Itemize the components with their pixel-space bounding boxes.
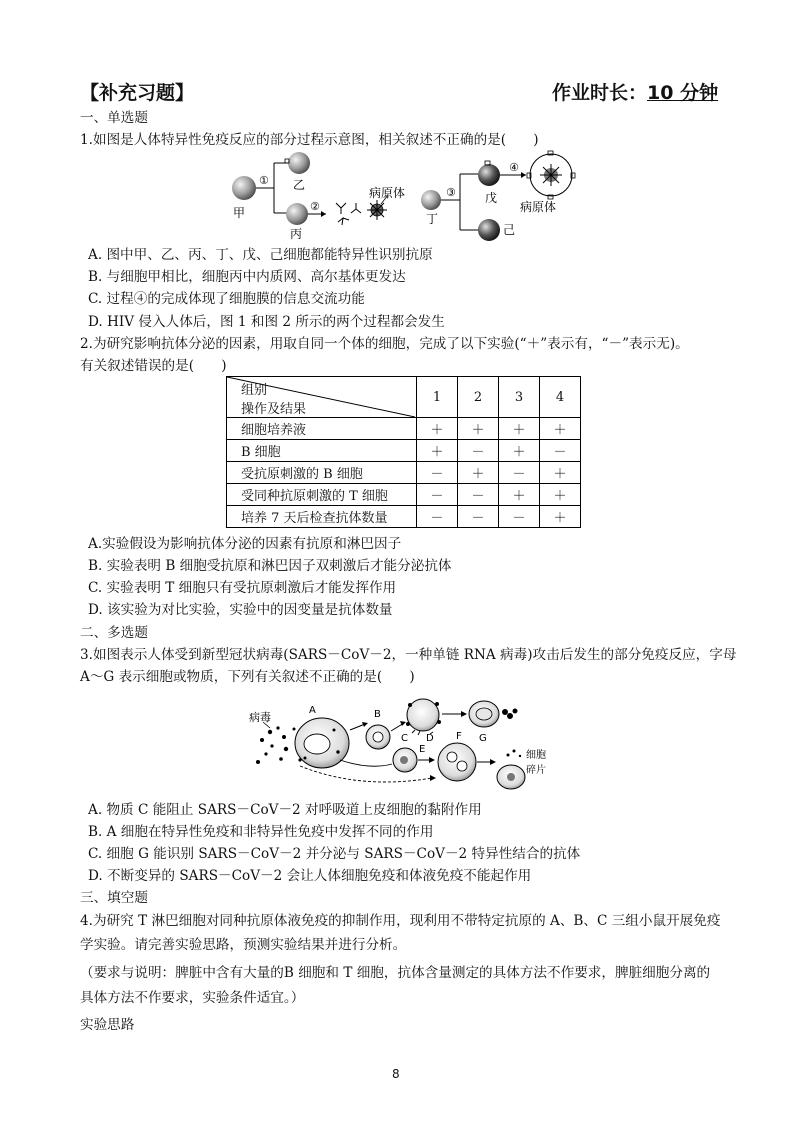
q1-option-c[interactable]: C. 过程④的完成体现了细胞膜的信息交流功能: [88, 291, 365, 307]
q3-option-c[interactable]: C. 细胞 G 能识别 SARS－CoV－2 并分泌与 SARS－CoV－2 特异性结合的抗体: [88, 846, 581, 862]
label-virus: 病毒: [249, 711, 271, 724]
label-debris-2: 碎片: [526, 765, 546, 776]
page-number: 8: [392, 1067, 400, 1081]
cell-f: [438, 743, 476, 781]
table-cell: ＋: [458, 462, 499, 484]
label-a: A: [309, 705, 316, 716]
q3-option-b[interactable]: B. A 细胞在特异性免疫和非特异性免疫中发挥不同的作用: [88, 824, 434, 840]
table-cell: －: [458, 506, 499, 528]
question-4-note-line-2: 具体方法不作要求，实验条件适宜。）: [80, 990, 305, 1006]
section-heading-multiple-choice: 二、多选题: [80, 625, 148, 641]
q1-option-a[interactable]: A. 图中甲、乙、丙、丁、戊、己细胞都能特异性识别抗原: [88, 247, 433, 263]
question-3-stem-line-1: 3.如图表示人体受到新型冠状病毒(SARS－CoV－2，一种单链 RNA 病毒)攻击后发生的部分免疫反应，字母: [80, 647, 737, 663]
table-cell: ＋: [499, 484, 540, 506]
experiment-plan-heading: 实验思路: [80, 1017, 135, 1033]
question-4-note-line-1: （要求与说明：脾脏中含有大量的B 细胞和 T 细胞，抗体含量测定的具体方法不作要求，脾脏细胞分离的: [80, 965, 711, 981]
q1-option-b[interactable]: B. 与细胞甲相比，细胞丙中内质网、高尔基体更发达: [88, 269, 406, 285]
question-2-stem-line-2: 有关叙述错误的是( ): [80, 358, 227, 374]
label-f: F: [456, 731, 462, 742]
row-label: 细胞培养液: [227, 418, 417, 440]
question-3-stem-line-2: A～G 表示细胞或物质，下列有关叙述不正确的是( ): [80, 669, 415, 685]
q2-option-c[interactable]: C. 实验表明 T 细胞只有受抗原刺激后才能发挥作用: [88, 580, 397, 596]
q2-option-a[interactable]: A.实验假设为影响抗体分泌的因素有抗原和淋巴因子: [88, 536, 402, 552]
label-pathogen-1: 病原体: [369, 186, 406, 200]
label-wu: 戊: [485, 191, 498, 205]
table-cell: －: [417, 462, 458, 484]
label-jia: 甲: [233, 206, 246, 220]
table-cell: －: [540, 440, 581, 462]
group-header: 4: [540, 377, 581, 418]
label-ji: 己: [503, 223, 516, 237]
group-header: 1: [417, 377, 458, 418]
table-cell: ＋: [499, 418, 540, 440]
group-header: 2: [458, 377, 499, 418]
q1-option-d[interactable]: D. HIV 侵入人体后，图 1 和图 2 所示的两个过程都会发生: [88, 314, 445, 330]
label-c: C: [401, 733, 408, 744]
label-yi: 乙: [293, 178, 306, 192]
table-cell: －: [499, 506, 540, 528]
step-3-label: ③: [446, 186, 456, 199]
row-label: B 细胞: [227, 440, 417, 462]
cell-c: [407, 699, 439, 731]
group-header: 3: [499, 377, 540, 418]
step-2-label: ②: [310, 200, 320, 213]
label-debris-1: 细胞: [526, 750, 546, 761]
row-label: 受同种抗原刺激的 T 细胞: [227, 484, 417, 506]
row-label: 受抗原刺激的 B 细胞: [227, 462, 417, 484]
section-heading-fill-in: 三、填空题: [80, 890, 148, 906]
table-cell: ＋: [540, 484, 581, 506]
q2-option-d[interactable]: D. 该实验为对比实验，实验中的因变量是抗体数量: [88, 602, 393, 618]
page-title: 【补充习题】: [80, 82, 195, 104]
table-cell: －: [458, 484, 499, 506]
label-e: E: [419, 744, 426, 755]
label-bing: 丙: [290, 227, 303, 241]
table-cell: ＋: [499, 440, 540, 462]
duration-value: 10 分钟: [647, 82, 719, 104]
table-cell: －: [417, 506, 458, 528]
corner-top-label: 组别: [241, 383, 268, 398]
table-cell: －: [499, 462, 540, 484]
question-1-stem: 1.如图是人体特异性免疫反应的部分过程示意图，相关叙述不正确的是( ): [80, 132, 539, 148]
label-b: B: [374, 709, 381, 720]
table-cell: ＋: [540, 506, 581, 528]
question-4-line-2: 学实验。请完善实验思路，预测实验结果并进行分析。: [80, 937, 407, 953]
table-cell: ＋: [540, 418, 581, 440]
label-ding: 丁: [426, 212, 439, 226]
row-label: 培养 7 天后检查抗体数量: [227, 506, 417, 528]
q2-option-b[interactable]: B. 实验表明 B 细胞受抗原和淋巴因子双刺激后才能分泌抗体: [88, 558, 452, 574]
table-cell: ＋: [458, 418, 499, 440]
table-cell: ＋: [540, 462, 581, 484]
table-cell: ＋: [417, 418, 458, 440]
label-g: G: [479, 733, 487, 744]
step-4-label: ④: [509, 161, 519, 174]
table-cell: ＋: [417, 440, 458, 462]
table-cell: －: [417, 484, 458, 506]
label-d: D: [426, 733, 434, 744]
q3-option-a[interactable]: A. 物质 C 能阻止 SARS－CoV－2 对呼吸道上皮细胞的黏附作用: [88, 802, 482, 818]
corner-bottom-label: 操作及结果: [241, 402, 307, 417]
duration-label: 作业时长：: [552, 82, 648, 104]
step-1-label: ①: [259, 174, 269, 187]
q3-option-d[interactable]: D. 不断变异的 SARS－CoV－2 会让人体细胞免疫和体液免疫不能起作用: [88, 868, 532, 884]
question-4-line-1: 4.为研究 T 淋巴细胞对同种抗原体液免疫的抑制作用，现利用不带特定抗原的 A、B、C 三组小鼠开展免疫: [80, 913, 721, 929]
question-2-stem-line-1: 2.为研究影响抗体分泌的因素，用取自同一个体的细胞，完成了以下实验(“＋”表示有，“－”表示无)。: [80, 336, 689, 352]
table-cell: －: [458, 440, 499, 462]
label-pathogen-2: 病原体: [520, 200, 557, 214]
section-heading-single-choice: 一、单选题: [80, 110, 148, 126]
